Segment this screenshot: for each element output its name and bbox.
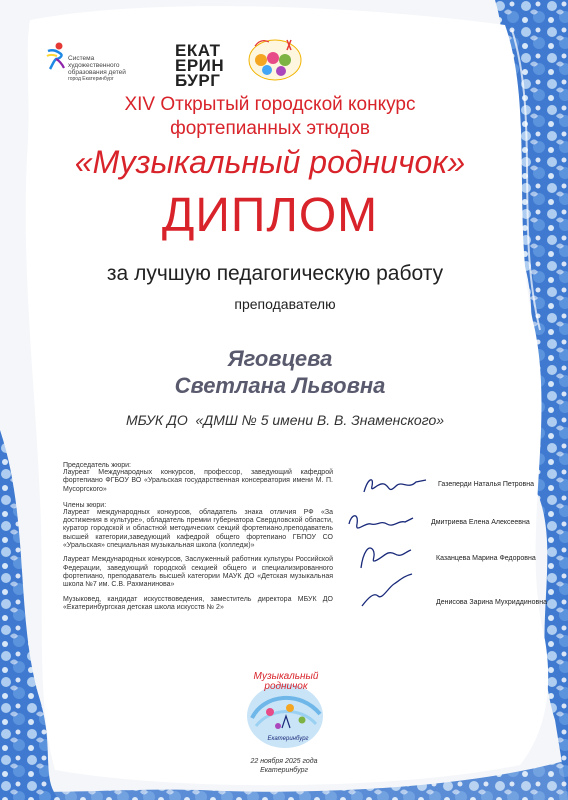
recipient-school: МБУК ДО «ДМШ № 5 имени В. В. Знаменского» (125, 412, 445, 428)
system-logo-line3: образования детей (68, 69, 126, 76)
city-logo-line3: БУРГ (175, 71, 221, 90)
competition-name: «Музыкальный родничок» (74, 144, 466, 180)
signature-chair (360, 472, 430, 498)
system-logo-line2: художественного (68, 62, 120, 69)
recipient-surname: Яговцева (227, 346, 333, 371)
recipient-name: Светлана Львовна (174, 373, 386, 398)
recipient-role: преподавателю (234, 296, 336, 312)
jury-chair-label: Председатель жюри: (63, 462, 131, 469)
jury-member1-name: Дмитриева Елена Алексеевна (431, 519, 530, 526)
jury-chair-name: Газеперди Наталья Петровна (438, 481, 535, 488)
emblem-brand: Екатеринбург (267, 736, 309, 742)
signature-member3 (358, 570, 418, 610)
city-logo-line1: ЕКАТ (175, 41, 221, 60)
festival-emblem (230, 668, 340, 756)
system-logo-line4: город Екатеринбург (68, 76, 114, 82)
award-text: за лучшую педагогическую работу (106, 262, 444, 285)
diploma-title: ДИПЛОМ (161, 189, 379, 242)
system-logo-line1: Система (68, 55, 95, 62)
jury-members-label: Члены жюри: (63, 501, 107, 509)
jury-block (63, 462, 333, 612)
footer-date: 22 ноября 2025 года (250, 758, 318, 765)
competition-title-line1: XIV Открытый городской конкурс (124, 94, 416, 115)
festival-children-icon (247, 36, 303, 82)
jury-member2-name: Казанцева Марина Федоровна (436, 555, 536, 562)
emblem-line1: Музыкальный (253, 671, 319, 682)
emblem-line2: родничок (264, 681, 308, 692)
competition-title-line2: фортепианных этюдов (170, 118, 370, 139)
jury-member3-desc: Музыковед, кандидат искусствоведения, заместитель директора МБУК ДО «Екатеринбургская детская школа искусств № 2» (63, 595, 333, 611)
system-logo (45, 42, 126, 82)
signature-member2 (355, 542, 415, 572)
signature-member1 (345, 508, 415, 538)
jury-member3-name: Денисова Зарина Мухриддиновна (436, 599, 548, 606)
city-logo (175, 43, 235, 88)
footer-city: Екатеринбург (260, 767, 308, 774)
jury-member1-desc: Лауреат международных конкурсов, обладатель знака отличия РФ «За достижения в культуре», обладатель премии губернатора Свердловской области, куратор городской и областной методических секций фортепиано,преподаватель высшей категории,заведующий кафедрой общего фортепиано ГБПОУ СО «Уральская» специальная музыкальная школа (колледж)» (63, 508, 333, 550)
jury-member2-desc: Лауреат Международных конкурсов, Заслуженный работник культуры Российской Федерации, заведующий городской секцией общего и специализированного фортепиано, преподаватель высшей категории МАУК ДО «Детская музыкальная школа №7 им. С.В. Рахманинова» (63, 556, 333, 589)
figure-logo-icon (45, 42, 67, 70)
jury-chair-desc: Лауреат Международных конкурсов, профессор, заведующий кафедрой фортепиано ФГБОУ ВО «Уральская государственная консерватория имени М. П. Мусоргского» (63, 469, 333, 493)
city-logo-line2: ЕРИН (175, 56, 225, 75)
